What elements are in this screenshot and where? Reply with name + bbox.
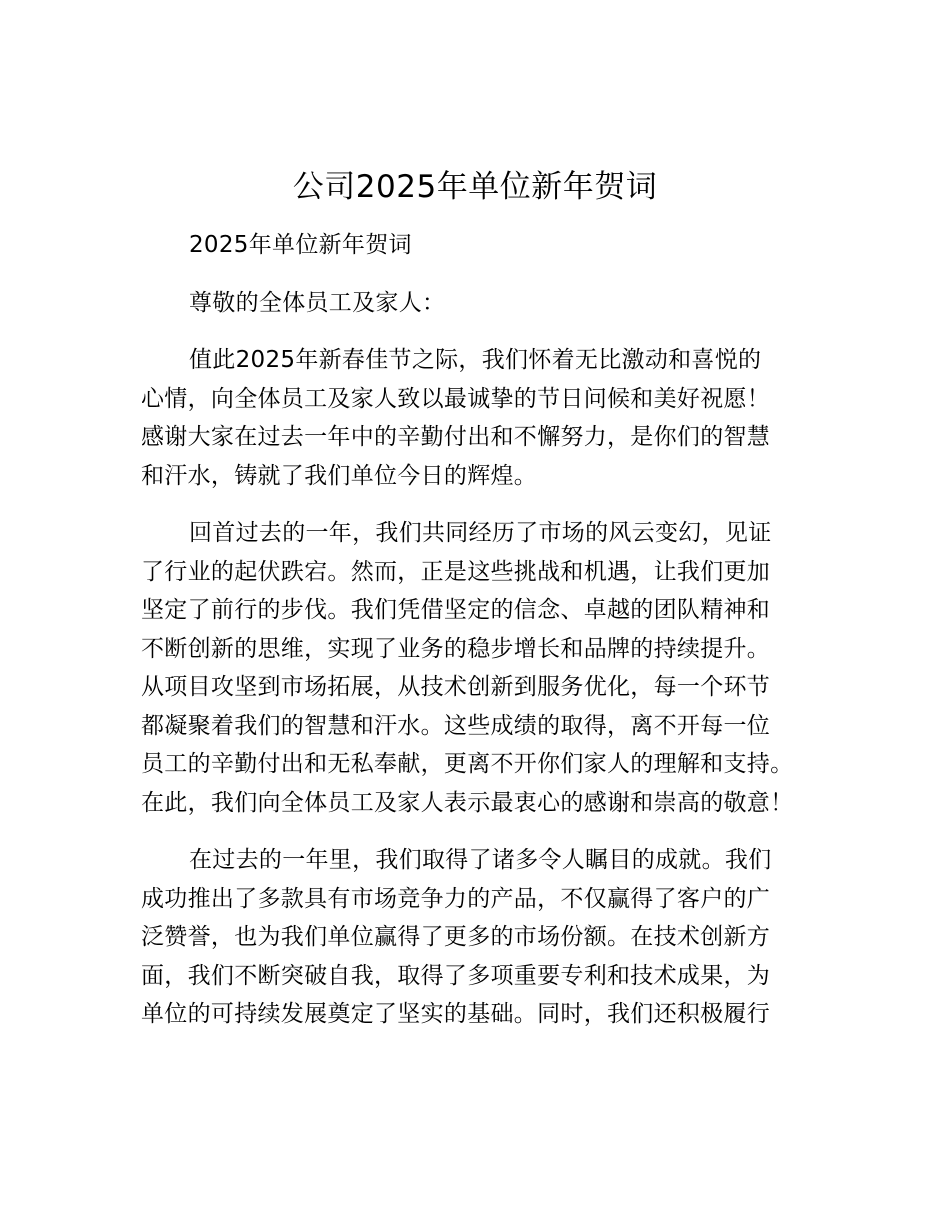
document-subtitle: 2025年单位新年贺词 [189,232,412,258]
paragraph-line: 单位的可持续发展奠定了坚实的基础。同时，我们还积极履行 [141,1001,771,1027]
paragraph-line: 在此，我们向全体员工及家人表示最衷心的感谢和崇高的敬意！ [141,789,794,816]
paragraph-line: 感谢大家在过去一年中的辛勤付出和不懈努力，是你们的智慧 [141,424,771,450]
paragraph-2 [141,514,831,822]
document-title: 公司2025年单位新年贺词 [292,169,658,205]
paragraph-1 [141,341,831,495]
paragraph-line: 坚定了前行的步伐。我们凭借坚定的信念、卓越的团队精神和 [141,597,771,623]
paragraph-line: 都凝聚着我们的智慧和汗水。这些成绩的取得，离不开每一位 [141,712,771,739]
paragraph-line: 面，我们不断突破自我，取得了多项重要专利和技术成果，为 [141,962,771,989]
paragraph-line: 在过去的一年里，我们取得了诸多令人瞩目的成就。我们 [189,847,772,873]
paragraph-line: 回首过去的一年，我们共同经历了市场的风云变幻，见证 [189,520,772,546]
paragraph-line: 了行业的起伏跌宕。然而，正是这些挑战和机遇，让我们更加 [141,558,771,585]
paragraph-line: 值此2025年新春佳节之际，我们怀着无比激动和喜悦的 [189,347,762,373]
paragraph-line: 泛赞誉，也为我们单位赢得了更多的市场份额。在技术创新方 [141,924,771,950]
document-body [141,226,831,1034]
paragraph-line: 成功推出了多款具有市场竞争力的产品，不仅赢得了客户的广 [141,885,771,912]
salutation: 尊敬的全体员工及家人： [189,289,446,316]
paragraph-line: 心情，向全体员工及家人致以最诚挚的节日问候和美好祝愿！ [141,385,771,412]
paragraph-line: 和汗水，铸就了我们单位今日的辉煌。 [141,462,538,489]
paragraph-line: 不断创新的思维，实现了业务的稳步增长和品牌的持续提升。 [141,635,771,662]
paragraph-3 [141,841,831,1034]
paragraph-line: 员工的辛勤付出和无私奉献，更离不开你们家人的理解和支持。 [141,751,794,777]
paragraph-line: 从项目攻坚到市场拓展，从技术创新到服务优化，每一个环节 [141,674,771,700]
